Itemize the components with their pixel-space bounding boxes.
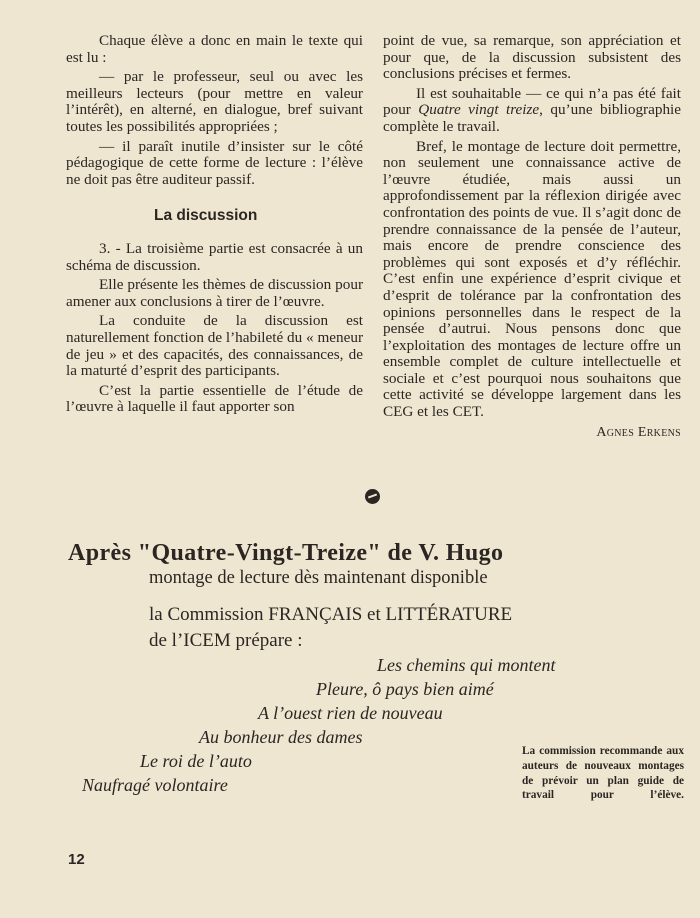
left-column bbox=[66, 33, 363, 419]
commission-line: la Commission FRANÇAIS et LITTÉRATURE bbox=[149, 604, 513, 625]
page-number: 12 bbox=[68, 851, 85, 868]
paragraph: point de vue, sa remarque, son appréciation et pour que, de la discussion subsistent des conclusions précises et fermes. bbox=[383, 32, 681, 83]
upcoming-title: Les chemins qui montent bbox=[377, 655, 556, 675]
paragraph: 3. - La troisième partie est consacrée à un schéma de discussion. bbox=[66, 239, 363, 274]
paragraph bbox=[383, 86, 681, 136]
upcoming-title: Au bonheur des dames bbox=[199, 727, 363, 747]
commission-note: La commission recommande aux auteurs de nouveaux montages de prévoir un plan guide de travail pour l’élève. bbox=[522, 745, 684, 802]
upcoming-title: Pleure, ô pays bien aimé bbox=[316, 679, 494, 699]
separator-ornament-icon bbox=[365, 489, 380, 504]
author-signature: Agnes Erkens bbox=[596, 424, 681, 440]
paragraph: — il paraît inutile d’insister sur le côté pédagogique de cette forme de lecture : l’élève ne doit pas être auditeur passif. bbox=[66, 137, 363, 188]
text-run: , qu’une bibliographie complète le travail. bbox=[383, 101, 681, 135]
announcement-subtitle: montage de lecture dès maintenant disponible bbox=[149, 568, 488, 588]
paragraph: Bref, le montage de lecture doit permettre, non seulement une connaissance active de l’œuvre étudiée, mais aussi un approfondissement par la réflexion dirigée avec confrontation des points de vue. Il s’agit donc de prendre connaissance de la pensée de l’auteur, mais encore de prendre conscience des problèmes qui sont exposés et d’y réfléchir. C’est enfin une expérience d’esprit civique et d’esprit de tolérance par la confrontation des opinions personnelles dans le respect de la pensée d’autrui. Nous pensons donc que l’exploitation des montages de lecture offre un ensemble complet de culture intellectuelle et sociale et c’est pourquoi nous souhaitons que cette activité se développe largement dans les CEG et les CET. bbox=[383, 137, 681, 421]
book-title-italic: Quatre vingt treize bbox=[418, 101, 540, 119]
commission-line: de l’ICEM prépare : bbox=[149, 630, 303, 651]
text-run: Il est souhaitable — ce qui n’a pas été fait pour bbox=[383, 84, 681, 119]
section-heading: La discussion bbox=[154, 207, 258, 225]
announcement-title: Après "Quatre-Vingt-Treize" de V. Hugo bbox=[68, 540, 504, 566]
paragraph: C’est la partie essentielle de l’étude de l’œuvre à laquelle il faut apporter son bbox=[66, 381, 363, 416]
paragraph: — par le professeur, seul ou avec les meilleurs lecteurs (pour mettre en valeur l’intérêt), en alterné, en dialogue, bref suivant toutes les possibilités appropriées ; bbox=[66, 68, 363, 135]
paragraph: La conduite de la discussion est naturellement fonction de l’habileté du « meneur de jeu » et des capacités, des connaissances, de la maturté d’esprit des participants. bbox=[66, 312, 363, 380]
upcoming-title: A l’ouest rien de nouveau bbox=[258, 703, 443, 723]
right-column bbox=[383, 33, 681, 441]
upcoming-title: Le roi de l’auto bbox=[140, 751, 252, 771]
paragraph: Elle présente les thèmes de discussion pour amener aux conclusions à tirer de l’œuvre. bbox=[66, 276, 363, 310]
paragraph: Chaque élève a donc en main le texte qui est lu : bbox=[66, 32, 363, 66]
upcoming-title: Naufragé volontaire bbox=[82, 775, 228, 795]
